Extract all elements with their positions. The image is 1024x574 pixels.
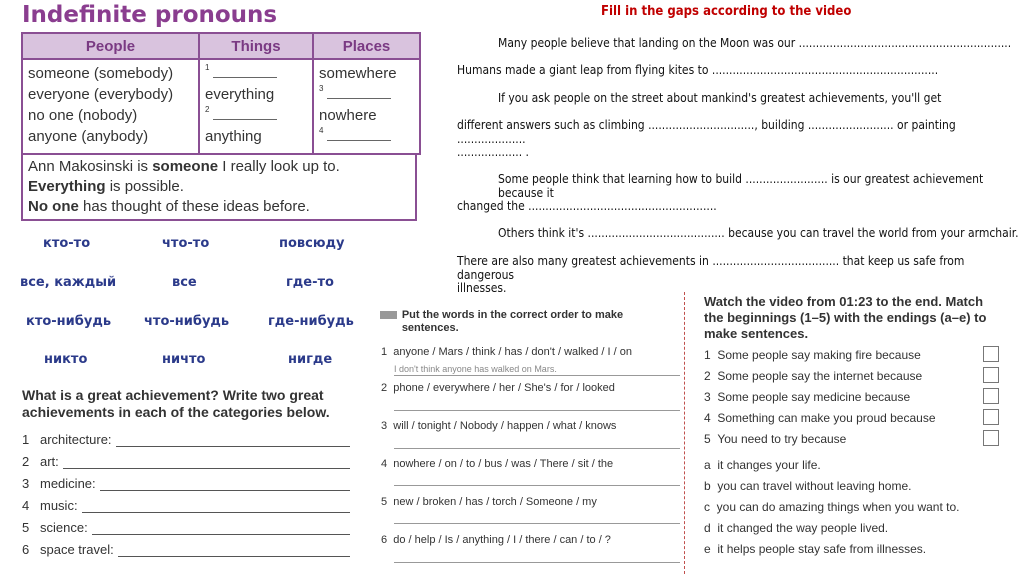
page-title: Indefinite pronouns [22, 2, 278, 28]
order-exercise [380, 309, 680, 335]
places-blank-4[interactable]: 4 [319, 126, 414, 147]
people-item: anyone (anybody) [28, 128, 149, 145]
beginning-item: 1 Some people say making fire because [704, 348, 921, 362]
russian-word: где-то [286, 275, 334, 290]
people-item: everyone (everybody) [28, 86, 174, 103]
ending-item: b you can travel without leaving home. [704, 479, 912, 493]
category-row[interactable]: 4 music: [22, 491, 350, 513]
order-item-1: 1 anyone / Mars / think / has / don't / walked / I / on [381, 346, 632, 358]
places-blank-3[interactable]: 3 [319, 84, 414, 105]
order-answer-2[interactable] [394, 410, 680, 411]
order-item-6: 6 do / help / Is / anything / I / there / can / to / ? [381, 534, 611, 546]
divider [684, 292, 685, 574]
order-answer-3[interactable] [394, 448, 680, 449]
russian-word: что-то [162, 236, 210, 251]
category-row[interactable]: 1 architecture: [22, 425, 350, 447]
things-item: anything [205, 128, 262, 145]
gap-line: Humans made a giant leap from flying kites to .................................................................. [457, 63, 939, 77]
order-heading: Put the words in the correct order to make sentences. [401, 309, 624, 334]
order-answer-5[interactable] [394, 523, 680, 524]
things-blank-1[interactable]: 1 [205, 63, 307, 84]
things-column [199, 59, 313, 154]
pronoun-table [21, 32, 421, 155]
category-list [22, 425, 350, 557]
gap-line: ................... . [457, 145, 529, 159]
order-item-2: 2 phone / everywhere / her / She's / for / looked [381, 382, 615, 394]
examples-box [21, 153, 417, 221]
russian-word: где-нибудь [268, 314, 354, 329]
category-row[interactable]: 5 science: [22, 513, 350, 535]
answer-checkbox-1[interactable] [983, 346, 999, 362]
example-sentence: No one has thought of these ideas before. [28, 198, 310, 215]
match-heading: Watch the video from 01:23 to the end. Match the beginnings (1–5) with the endings (a–e) to make sentences. [704, 294, 987, 341]
gap-line: illnesses. [457, 281, 507, 295]
russian-word: кто-то [43, 236, 91, 251]
people-column [22, 59, 199, 154]
places-item: somewhere [319, 65, 397, 82]
order-item-3: 3 will / tonight / Nobody / happen / what / knows [381, 420, 617, 432]
gap-line: Some people think that learning how to build ........................ is our greatest achievement because it [498, 172, 984, 200]
order-item-5: 5 new / broken / has / torch / Someone / my [381, 496, 597, 508]
ending-item: d it changed the way people lived. [704, 521, 889, 535]
answer-checkbox-3[interactable] [983, 388, 999, 404]
gap-line: changed the ....................................................... [457, 199, 717, 213]
header-people: People [22, 33, 199, 59]
beginning-item: 4 Something can make you proud because [704, 411, 936, 425]
video-title: Fill in the gaps according to the video [601, 4, 852, 19]
places-column [313, 59, 420, 154]
order-answer-6[interactable] [394, 562, 680, 563]
category-row[interactable]: 3 medicine: [22, 469, 350, 491]
russian-word: кто-нибудь [26, 314, 112, 329]
russian-word: повсюду [279, 236, 345, 251]
header-places: Places [313, 33, 420, 59]
example-sentence: Ann Makosinski is someone I really look up to. [28, 158, 340, 175]
russian-word: никто [44, 352, 88, 367]
answer-checkbox-4[interactable] [983, 409, 999, 425]
gap-line: Others think it's ........................................ because you can travel the world from your armchair. [498, 226, 1019, 240]
ending-item: e it helps people stay safe from illnesses. [704, 542, 927, 556]
russian-word: все, каждый [20, 275, 117, 290]
category-row[interactable]: 2 art: [22, 447, 350, 469]
russian-word: что-нибудь [144, 314, 230, 329]
order-item-4: 4 nowhere / on / to / bus / was / There / sit / the [381, 458, 614, 470]
beginning-item: 3 Some people say medicine because [704, 390, 911, 404]
order-answer-4[interactable] [394, 485, 680, 486]
places-item: nowhere [319, 107, 377, 124]
russian-word: нигде [288, 352, 333, 367]
russian-word: все [172, 275, 197, 290]
header-things: Things [199, 33, 313, 59]
gap-line: different answers such as climbing ..............................., building ......................... or painting .................... [457, 118, 956, 146]
order-answer-1[interactable]: I don't think anyone has walked on Mars. [394, 364, 680, 376]
gap-line: If you ask people on the street about mankind's greatest achievements, you'll get [498, 91, 942, 105]
example-sentence: Everything is possible. [28, 178, 184, 195]
gap-line: There are also many greatest achievements in ..................................... that keep us safe from dangerous [457, 254, 965, 282]
achievement-heading: What is a great achievement? Write two great achievements in each of the categories below. [22, 387, 330, 420]
beginning-item: 2 Some people say the internet because [704, 369, 923, 383]
things-item: everything [205, 86, 275, 103]
answer-checkbox-5[interactable] [983, 430, 999, 446]
ending-item: a it changes your life. [704, 458, 821, 472]
answer-checkbox-2[interactable] [983, 367, 999, 383]
beginning-item: 5 You need to try because [704, 432, 847, 446]
things-blank-2[interactable]: 2 [205, 105, 307, 126]
people-item: no one (nobody) [28, 107, 138, 124]
gap-line: Many people believe that landing on the Moon was our .............................................................. [498, 36, 1012, 50]
russian-word: ничто [162, 352, 206, 367]
exercise-icon [380, 311, 397, 319]
people-item: someone (somebody) [28, 65, 174, 82]
category-row[interactable]: 6 space travel: [22, 535, 350, 557]
ending-item: c you can do amazing things when you want to. [704, 500, 960, 514]
